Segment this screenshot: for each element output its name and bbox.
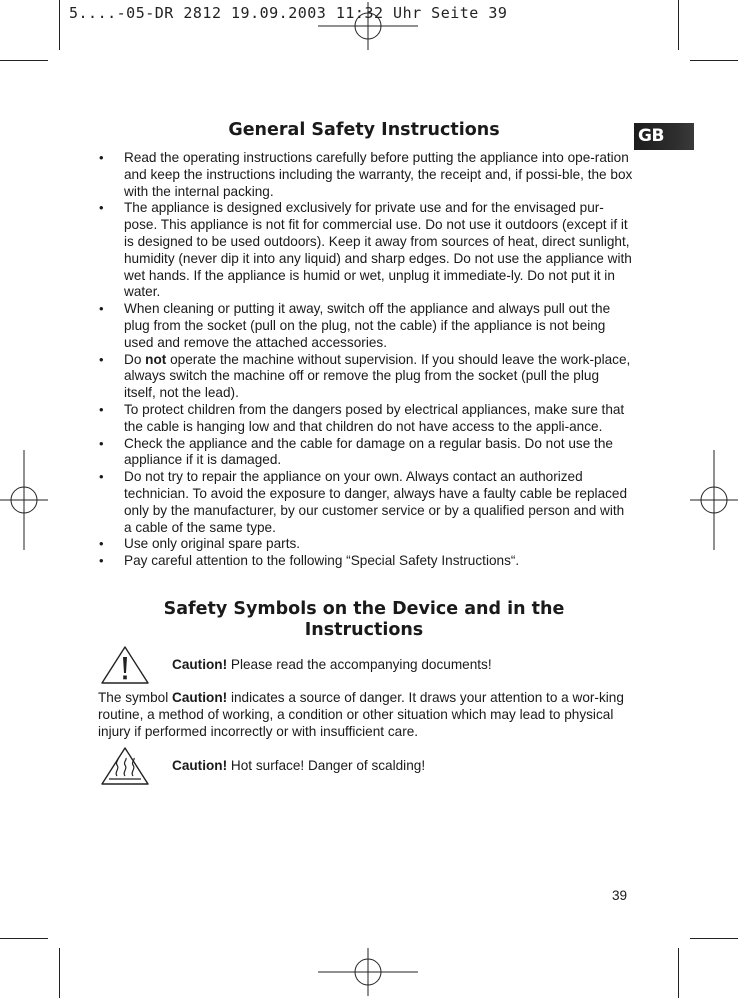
registration-mark-icon <box>0 450 48 550</box>
caution-row <box>100 746 640 786</box>
crop-mark <box>690 60 738 61</box>
list-item <box>98 301 633 351</box>
caution-message: Please read the accompanying documents! <box>230 657 492 672</box>
crop-mark <box>0 938 48 939</box>
list-item <box>98 200 633 301</box>
crop-mark <box>0 60 48 61</box>
list-item-bold: not <box>145 351 167 367</box>
bullet: • <box>99 553 104 569</box>
hot-surface-triangle-icon <box>100 746 150 786</box>
language-tab-label: GB <box>638 126 664 146</box>
section-title-line: Instructions <box>304 620 424 640</box>
bullet: • <box>99 301 104 317</box>
list-item-text: To protect children from the dangers posed by electrical appliances, make sure that the cable is hanging low and that children do not have access to the appli-ance. <box>124 401 625 434</box>
list-item <box>98 436 633 470</box>
list-item <box>98 352 633 402</box>
page-number: 39 <box>612 888 628 903</box>
paragraph <box>98 690 643 740</box>
list-item <box>98 150 633 200</box>
bullet: • <box>99 401 104 417</box>
paragraph-bold: Caution! <box>172 690 228 705</box>
caution-message: Hot surface! Danger of scalding! <box>230 758 426 773</box>
paragraph-text: indicates a source of danger. It draws your attention to a wor-king routine, a method of working, a condition or other situation which may lead to physical injury if performed incorrectly or with insufficient care. <box>98 690 624 739</box>
caution-text <box>172 657 492 674</box>
paragraph-pre: The symbol <box>98 690 169 705</box>
caution-row <box>100 645 640 685</box>
bullet: • <box>99 469 104 485</box>
page-title: General Safety Instructions <box>228 120 500 140</box>
exclamation-triangle-icon <box>100 645 150 685</box>
list-item <box>98 469 633 536</box>
caution-label: Caution! <box>172 657 228 672</box>
crop-mark <box>59 0 60 50</box>
crop-mark <box>678 948 679 998</box>
bullet: • <box>99 435 104 451</box>
list-item-text: Pay careful attention to the following “Special Safety Instructions“. <box>124 553 520 569</box>
print-slug: 5....-05-DR 2812 19.09.2003 11:32 Uhr Seite 39 <box>69 4 508 22</box>
registration-mark-icon <box>690 450 738 550</box>
list-item-text: Check the appliance and the cable for damage on a regular basis. Do not use the appliance if it is damaged. <box>124 435 613 468</box>
section-title <box>150 599 578 641</box>
registration-mark-icon <box>318 948 418 996</box>
crop-mark <box>690 938 738 939</box>
caution-label: Caution! <box>172 758 228 773</box>
list-item-text: Read the operating instructions carefully before putting the appliance into ope-ration and keep the instructions including the warranty, the receipt and, if possi-ble, the box with the internal packing. <box>124 150 633 199</box>
crop-mark <box>678 0 679 50</box>
list-item <box>98 402 633 436</box>
list-item-text: Use only original spare parts. <box>124 536 301 552</box>
crop-mark <box>59 948 60 998</box>
bullet: • <box>99 200 104 216</box>
list-item-text: Do not try to repair the appliance on your own. Always contact an authorized technician. To avoid the exposure to danger, always have a faulty cable be replaced only by the manufacturer, by our customer service or by a qualified person and with a cable of the same type. <box>124 469 628 535</box>
list-item-text: operate the machine without supervision. If you should leave the work-place, always switch the machine off or remove the plug from the socket (pull the plug itself, not the lead). <box>124 351 631 401</box>
bullet: • <box>99 351 104 367</box>
list-item-text: When cleaning or putting it away, switch off the appliance and always pull out the plug from the socket (pull on the plug, not the cable) if the appliance is not being used and remove the attached accessories. <box>124 301 611 350</box>
language-tab <box>634 123 694 150</box>
safety-list <box>98 150 633 570</box>
bullet: • <box>99 150 104 165</box>
list-item-text: The appliance is designed exclusively for private use and for the envisaged pur-pose. This appliance is not fit for commercial use. Do not use it outdoors (except if it is designed to be used outdoors). Keep it away from sources of heat, direct sunlight, humidity (never dip it into any liquid) and sharp edges. Do not use the appliance with wet hands. If the appliance is humid or wet, unplug it immediate-ly. Do not put it in water. <box>124 200 632 300</box>
list-item <box>98 536 633 553</box>
list-item-pre: Do <box>124 351 142 367</box>
bullet: • <box>99 536 104 552</box>
section-title-line: Safety Symbols on the Device and in the <box>163 599 565 619</box>
list-item <box>98 553 633 570</box>
caution-text <box>172 758 425 775</box>
